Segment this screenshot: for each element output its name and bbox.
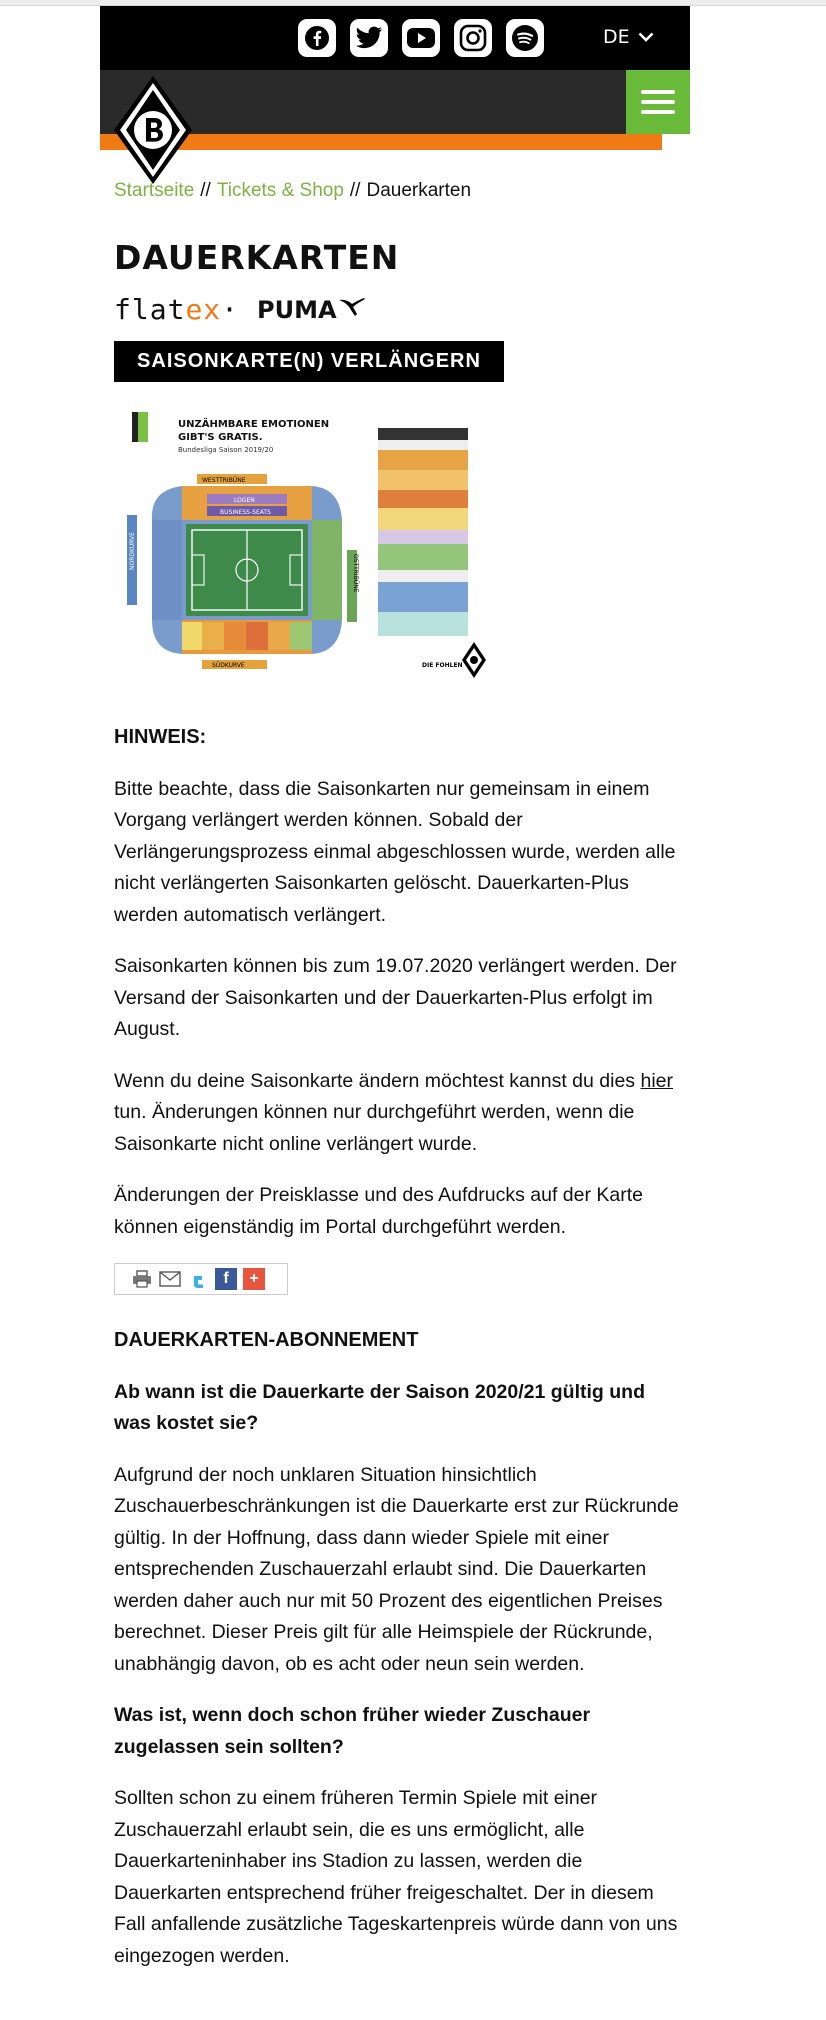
plus-share-icon[interactable]: +: [243, 1268, 265, 1290]
page-title: DAUERKARTEN: [114, 238, 400, 277]
hinweis-paragraph-1: Bitte beachte, dass die Saisonkarten nur gemeinsam in einem Vorgang verlängert werden können. Sobald der Verlängerungsprozess einmal abgeschlossen wurde, werden alle nicht verlängerten Saisonkarten gelöscht. Dauerkarten-Plus werden automatisch verlängert.: [114, 777, 676, 926]
club-logo[interactable]: [112, 74, 194, 186]
puma-cat-icon: [337, 296, 367, 318]
breadcrumb-current: Dauerkarten: [366, 180, 472, 201]
hinweis-paragraph-3: [114, 1066, 684, 1161]
stadium-headline-2: GIBT'S GRATIS.: [178, 432, 263, 443]
stadium-footer-label: DIE FOHLEN: [422, 662, 463, 669]
hamburger-line: [641, 90, 675, 94]
social-links: [298, 19, 544, 57]
facebook-icon[interactable]: [298, 19, 336, 57]
mail-icon[interactable]: [159, 1268, 181, 1290]
block-label-business: BUSINESS-SEATS: [220, 509, 271, 516]
faq-answer-1: Aufgrund der noch unklaren Situation hinsichtlich Zuschauerbeschränkungen ist die Dauerkarte erst zur Rückrunde gültig. In der Hoffnung, dass dann wieder Spiele mit einer entsprechenden Zuschauerzahl erlaubt sind. Die Dauerkarten werden daher auch nur mit 50 Prozent des eigentlichen Preises berechnet. Dieser Preis gilt für alle Heimspiele der Rückrunde, unabhängig davon, ob es acht oder neun sein werden.: [114, 1463, 679, 1675]
header-bar: [100, 6, 690, 70]
breadcrumb-home-link[interactable]: Startseite: [114, 180, 195, 201]
stand-label-south: SÜDKURVE: [212, 662, 245, 669]
main-content: [114, 722, 684, 1992]
youtube-icon[interactable]: [402, 19, 440, 57]
stand-label-ost: OSTTRIBÜNE: [352, 554, 359, 593]
spotify-icon[interactable]: [506, 19, 544, 57]
language-selector[interactable]: [603, 26, 654, 48]
flatex-logo-highlight: ex: [185, 293, 222, 326]
flatex-logo[interactable]: [114, 293, 239, 326]
instagram-icon[interactable]: [454, 19, 492, 57]
hinweis-heading: HINWEIS:: [114, 726, 207, 748]
renew-season-tickets-button[interactable]: SAISONKARTE(N) VERLÄNGERN: [114, 341, 504, 382]
hamburger-line: [641, 110, 675, 114]
hamburger-menu-button[interactable]: [626, 70, 690, 134]
breadcrumb-separator: //: [349, 180, 361, 201]
language-label: DE: [603, 26, 630, 48]
breadcrumb: [114, 180, 471, 202]
share-toolbar: [114, 1263, 288, 1295]
hinweis-paragraph-4: Änderungen der Preisklasse und des Aufdrucks auf der Karte können eigenständig im Portal durchgeführt werden.: [114, 1184, 643, 1238]
stadium-seating-plan: [122, 410, 522, 690]
twitter-icon[interactable]: [350, 19, 388, 57]
block-label-logen: LOGEN: [234, 497, 255, 504]
print-icon[interactable]: [131, 1268, 153, 1290]
stand-label-west: WESTTRIBÜNE: [202, 477, 246, 484]
puma-logo[interactable]: [257, 296, 367, 324]
chevron-down-icon: [638, 32, 654, 42]
hinweis-paragraph-2: Saisonkarten können bis zum 19.07.2020 verlängert werden. Der Versand der Saisonkarten und der Dauerkarten-Plus erfolgt im August.: [114, 955, 677, 1040]
paragraph-3-text-after: tun. Änderungen können nur durchgeführt werden, wenn die Saisonkarte nicht online verlängert wurde.: [114, 1101, 635, 1155]
flatex-logo-part: flat: [114, 293, 186, 326]
breadcrumb-shop-link[interactable]: Tickets & Shop: [216, 180, 344, 201]
faq-question-2: Was ist, wenn doch schon früher wieder Zuschauer zugelassen sein sollten?: [114, 1704, 591, 1758]
puma-logo-text: PUMA: [257, 295, 337, 324]
hamburger-line: [641, 100, 675, 104]
paragraph-3-text-before: Wenn du deine Saisonkarte ändern möchtest kannst du dies: [114, 1069, 641, 1092]
stadium-subline: Bundesliga Saison 2019/20: [178, 446, 274, 454]
flatex-logo-dot: ·: [221, 293, 240, 326]
stand-label-north: NORDKURVE: [129, 532, 136, 570]
abo-heading: DAUERKARTEN-ABONNEMENT: [114, 1329, 419, 1351]
change-ticket-link[interactable]: hier: [640, 1069, 674, 1092]
twitter-share-icon[interactable]: [187, 1268, 209, 1290]
facebook-share-icon[interactable]: f: [215, 1268, 237, 1290]
breadcrumb-separator: //: [200, 180, 211, 201]
sponsor-logos: [114, 293, 367, 326]
faq-question-1: Ab wann ist die Dauerkarte der Saison 2020/21 gültig und was kostet sie?: [114, 1380, 645, 1434]
faq-answer-2: Sollten schon zu einem früheren Termin Spiele mit einer Zuschauerzahl erlaubt sein, die es uns ermöglicht, alle Dauerkarteninhaber ins Stadion zu lassen, werden die Dauerkarten entsprechend früher freigeschaltet. Der in diesem Fall anfallende zusätzliche Tageskartenpreis würde dann von uns eingezogen werden.: [114, 1787, 678, 1967]
stadium-headline-1: UNZÄHMBARE EMOTIONEN: [178, 419, 330, 430]
